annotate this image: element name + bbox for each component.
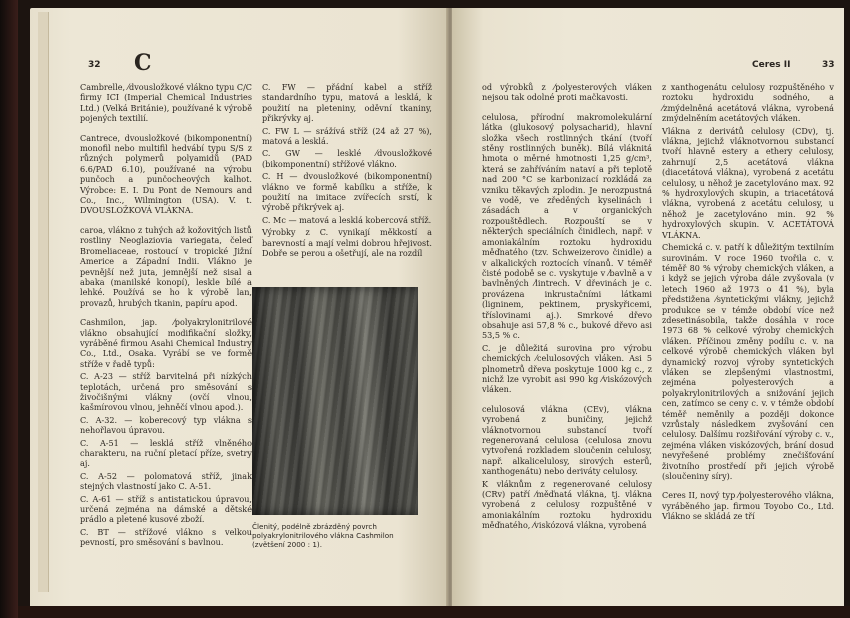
- entry-derivaty-celulosy: Vlákna z derivátů celulosy (CDv), tj. vlákna, jejichž vláknotvornou substancí tvoří hlavně estery a ethery celulosy, zahrnují 2,5 acetátová vlákna (diacetátová vlákna), vyrobená z acetátu celulosy, u něhož je zacetylováno max. 92 % hydroxylových skupin, a triacetátová vlákna, vyrobená z acetátu celulosy, u něhož je zacetylováno min. 92 % hydroxylových skupin. V. ACETÁTOVÁ VLÁKNA.: [662, 125, 834, 240]
- entry-cashmilon-products: Výrobky z C. vynikají měkkostí a barevností a mají velmi dobrou hřejivost. Dobře se perou a ošetřují, ale na rozdíl: [262, 227, 432, 259]
- entry-cashmilon-fw: C. FW — přádní kabel a stříž standardního typu, matová a lesklá, k použití na pleteniny, oděvní tkaniny, přikrývky aj.: [262, 82, 432, 124]
- right-page-header-title: Ceres II: [752, 60, 791, 70]
- entry-cambrelle: Cambrelle, ⁄dvousložkové vlákno typu C/C firmy ICI (Imperial Chemical Industries Ltd.) (Velká Británie), používané k výrobě pojených textilií.: [80, 82, 252, 124]
- entry-xanthogenat-cont: z xanthogenátu celulosy rozpuštěného v roztoku hydroxidu sodného, a ⁄zmýdelněná acetátová vlákna, vyrobená zmýdelněním acetátových vláken.: [662, 82, 834, 124]
- entry-cashmilon-a52: C. A-52 — polomatová stříž, jinak stejných vlastností jako C. A-51.: [80, 470, 252, 492]
- entry-cashmilon-end: od výrobků z ⁄polyesterových vláken nejsou tak odolné proti mačkavosti.: [482, 82, 652, 103]
- page-edge-tab: [38, 12, 49, 592]
- entry-chemicka-cv: Chemická c. v. patří k důležitým textilním surovinám. V roce 1960 tvořila c. v. téměř 80 % výroby chemických vláken, a i když se jejich výroba dále zvyšovala (v letech 1960 až 1973 o 41 %), byla předstižena ⁄syntetickými vlákny, jejichž produkce se v témže období více než zdesetinásobila, takže dosáhla v roce 1973 68 % celkové výroby chemických vláken. Příčinou změny podílu c. v. na celkové výrobě chemických vláken byl dynamický rozvoj výroby syntetických vláken se zlepšenými vlastnostmi, zejména polyesterových a polyakrylonitrilových a snižování jejich cen, zatímco se ceny c. v. v témže období téměř neměnily a později dokonce vzrůstaly následkem zvyšování cen celulosy. Dalšímu rozšiřování výroby c. v., zejména vláken viskózových, brání dosud nevyřešené problémy znečišťování životního prostředí při jejich výrobě (sloučeniny síry).: [662, 242, 834, 482]
- book-cover-bottom: [18, 606, 850, 618]
- entry-cashmilon-bt: C. BT — střížové vlákno s velkou pevností, pro směsování s bavlnou.: [80, 526, 252, 548]
- book-cover-edge: [0, 0, 18, 618]
- entry-caroa: caroa, vlákno z tuhých až kožovitých listů rostliny Neoglaziovia variegata, čeleď Bromeliaceae, rostoucí v tropické Jižní Americe a Západní Indii. Vlákno je pevnější než juta, jemnější než sisal a abaka (manilské konopí), leskle bílé a lehké. Používá se ho k výrobě lan, provazů, hrubých tkanin, papíru apod.: [80, 224, 252, 308]
- entry-cashmilon-a23: C. A-23 — stříž barvitelná při nízkých teplotách, určená pro směsování s živočišnými vlákny (ovčí vlnou, kašmírovou vlnou, jehněčí vlnou apod.).: [80, 371, 252, 413]
- entry-regenerovana-celulosa: K vláknům z regenerované celulosy (CRv) patří ⁄měďnatá vlákna, tj. vlákna vyrobená z celulosy rozpuštěné v amoniakálním roztoku hydroxidu měďnatého, ⁄viskózová vlákna, vyrobená: [482, 478, 652, 531]
- entry-cashmilon: Cashmilon, jap. ⁄polyakrylonitrilové vlákno obsahující modifikační složky, vyráběné firmou Asahi Chemical Industry Co., Ltd., Osaka. Vyrábí se ve formě stříže v řadě typů:: [80, 317, 252, 369]
- right-page-column-2: [662, 82, 834, 531]
- left-page-column-1: [80, 82, 252, 557]
- section-letter: C: [134, 50, 152, 76]
- left-page-number: 32: [88, 60, 101, 70]
- right-page-column-1: [482, 82, 652, 540]
- entry-cantrece: Cantrece, dvousložkové (bikomponentní) monofil nebo multifil hedvábí typu S/S z různých polymerů polyamidů (PAD 6.6/PAD 6.10), používané na výrobu punčoch a punčocheových kalhot. Výrobce: E. I. Du Pont de Nemours and Co., Inc., Wilmington (USA). V. t. DVOUSLOŽKOVÁ VLÁKNA.: [80, 132, 252, 216]
- entry-ceres-ii: Ceres II, nový typ ⁄polyesterového vlákna, vyráběného jap. firmou Toyobo Co., Ltd. Vlákno se skládá ze tří: [662, 490, 834, 522]
- entry-celulosa-use: C. je důležitá surovina pro výrobu chemických ⁄celulosových vláken. Asi 5 plnometrů dřeva poskytuje 1000 kg c., z nichž lze vyrobit asi 990 kg ⁄viskózových vláken.: [482, 342, 652, 395]
- entry-celulosa: celulosa, přírodní makromolekulární látka (glukosový polysacharid), hlavní složka všech rostlinných tkání (tvoří stěny rostlinných buněk). Bílá vláknitá hmota o měrné hmotnosti 1,25 g/cm³, která se zahříváním nataví a při teplotě nad 200 °C se karbonizací rozkládá za vzniku těkavých zplodin. Je nerozpustná ve vodě, ve zředěných kyselinách i zásadách a v organických rozpouštědlech. Rozpouští se v některých speciálních činidlech, např. v amoniakálním roztoku hydroxidu měďnatého (tzv. Schweizerovo činidle) a v alkalických roztocích vínanů. V téměř čisté podobě se c. vyskytuje v ⁄bavlně a v bavlněných ⁄lintrech. V dřevinách je c. provázena inkrustačními látkami (ligninem, pektinem, pryskyřicemi, tříslovinami aj.). Smrkové dřevo obsahuje asi 57,8 % c., bukové dřevo asi 53,5 % c.: [482, 111, 652, 341]
- entry-cashmilon-fwl: C. FW L — srážívá stříž (24 až 27 %), matová a lesklá.: [262, 125, 432, 147]
- entry-cashmilon-gw: C. GW — lesklé ⁄dvousložkové (bikomponentní) střížové vlákno.: [262, 148, 432, 169]
- entry-cashmilon-a32: C. A-32. — koberecový typ vlákna s nehořlavou úpravou.: [80, 414, 252, 436]
- entry-cashmilon-mc: C. Mc — matová a lesklá kobercová stříž.: [262, 214, 432, 225]
- entry-cashmilon-a51: C. A-51 — lesklá stříž vlněného charakteru, na ruční pletací příze, svetry aj.: [80, 437, 252, 469]
- entry-celulosova-vlakna: celulosová vlákna (CEv), vlákna vyrobená z buničiny, jejichž vláknotvornou substancí tvoří regenerovaná celulosa (celulosa znovu vytvořená rozkladem sloučenin celulosy, např. alkalicelulosy, sirových esterů, xanthogenátu) nebo deriváty celulosy.: [482, 403, 652, 477]
- right-page-number: 33: [822, 60, 835, 70]
- photo-caption: Členitý, podélně zbrázděný povrch polyakrylonitrilového vlákna Cashmilon (zvětšení 2000 : 1).: [252, 522, 394, 549]
- entry-cashmilon-a61: C. A-61 — stříž s antistatickou úpravou, určená zejména na dámské a dětské prádlo a pletené kusové zboží.: [80, 493, 252, 525]
- entry-cashmilon-h: C. H — dvousložkové (bikomponentní) vlákno ve formě kabílku a stříže, k použití na imitace zvířecích srstí, k výrobě přikrývek aj.: [262, 171, 432, 213]
- left-page-column-2: [262, 82, 432, 268]
- fiber-micrograph-photo: [252, 287, 418, 515]
